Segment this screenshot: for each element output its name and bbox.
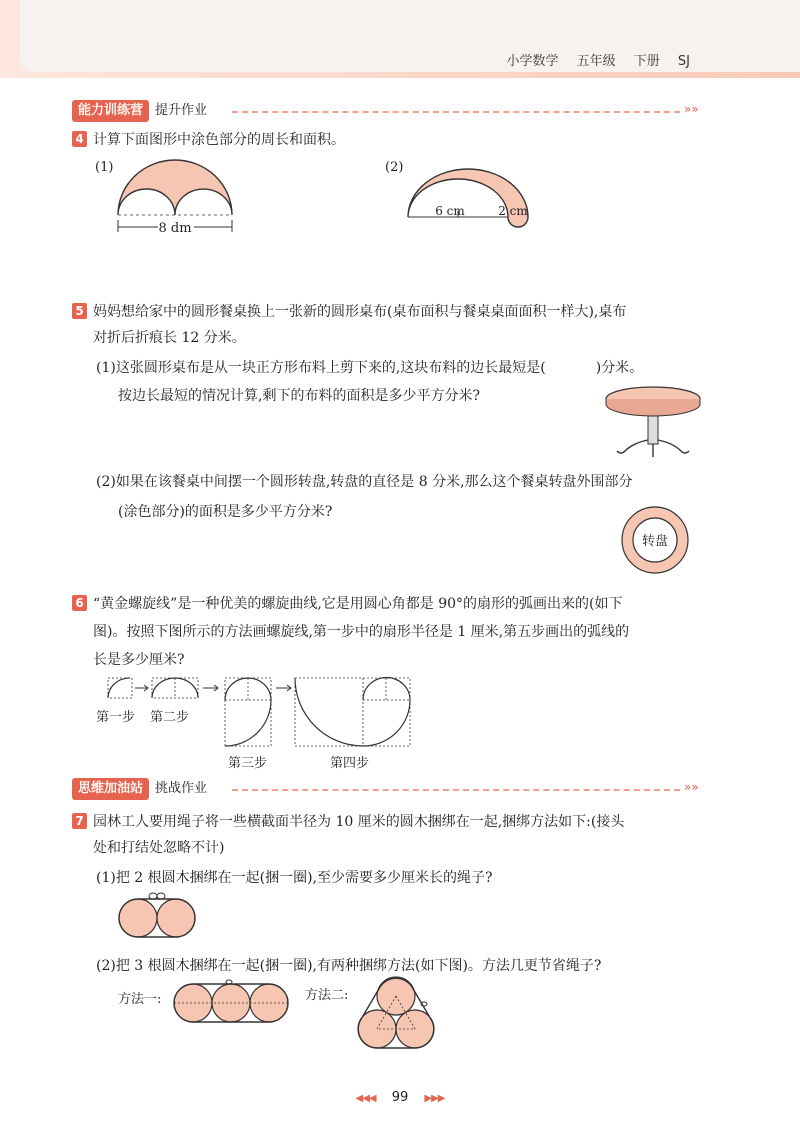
q5-part2-line2: (涂色部分)的面积是多少平方分米? — [118, 504, 333, 520]
q6-text — [72, 590, 712, 618]
q7-text — [72, 808, 712, 836]
section2-arrow-icon: »» — [684, 780, 699, 794]
header-band — [0, 0, 800, 78]
section2-sub: 挑战作业 — [155, 781, 208, 796]
next-page-icon: ▶▶▶ — [424, 1093, 445, 1104]
method2-label: 方法二: — [305, 988, 349, 1003]
q5-part2-line1: (2)如果在该餐桌中间摆一个圆形转盘,转盘的直径是 8 分米,那么这个餐桌转盘外围部分 — [96, 474, 633, 490]
table-illustration — [603, 385, 703, 465]
q4-figure2 — [405, 165, 540, 245]
section2-divider — [232, 789, 680, 791]
q5-part1-a: (1)这张圆形桌布是从一块正方形布料上剪下来的,这块布料的边长最短是( — [96, 360, 546, 376]
q5-line1: 妈妈想给家中的圆形餐桌换上一张新的圆形桌布(桌布面积与餐桌桌面面积一样大),桌布 — [93, 304, 627, 320]
q4-prompt: 计算下面图形中涂色部分的周长和面积。 — [93, 132, 345, 148]
q6-number: 6 — [72, 595, 87, 611]
page-number: 99 — [391, 1090, 409, 1105]
section1-sub: 提升作业 — [155, 103, 208, 118]
header-subject: 小学数学 — [506, 54, 559, 69]
section1-divider — [232, 111, 680, 113]
prev-page-icon: ◀◀◀ — [355, 1093, 376, 1104]
q6-line1: “黄金螺旋线”是一种优美的螺旋曲线,它是用圆心角都是 90°的扇形的弧画出来的(如下 — [93, 596, 623, 612]
q7-number: 7 — [72, 813, 87, 829]
q4-figure1 — [110, 160, 240, 240]
q4-text — [72, 126, 345, 154]
section1-arrow-icon: »» — [684, 102, 699, 116]
q5-text — [72, 298, 712, 326]
method2-figure — [354, 970, 438, 1056]
header-edition: SJ — [677, 54, 690, 69]
q4-fig1-dim: 8 dm — [158, 221, 192, 236]
q4-fig2-dim-b: 2 cm — [498, 204, 528, 218]
header-info — [492, 50, 690, 69]
section1-header — [72, 100, 207, 122]
step1-label: 第一步 — [96, 710, 136, 725]
q5-line2: 对折后折痕长 12 分米。 — [93, 330, 246, 346]
two-logs-figure — [118, 892, 198, 944]
q4-fig2-dim-a: 6 cm — [435, 204, 465, 218]
method1-label: 方法一: — [118, 992, 162, 1007]
q7-line2: 处和打结处忽略不计) — [93, 840, 225, 856]
step4-label: 第四步 — [330, 756, 370, 771]
q5-part1-b: )分米。 — [595, 360, 644, 376]
q5-part1 — [96, 354, 643, 382]
q4-number: 4 — [72, 131, 87, 147]
q4-fig2-label: (2) — [385, 160, 404, 175]
q4-fig1-label: (1) — [95, 160, 114, 175]
q5-part1-line2: 按边长最短的情况计算,剩下的布料的面积是多少平方分米? — [118, 388, 480, 404]
step3-label: 第三步 — [228, 756, 268, 771]
section2-tag: 思维加油站 — [72, 778, 149, 800]
method1-figure — [172, 982, 292, 1024]
q7-part2: (2)把 3 根圆木捆绑在一起(捆一圈),有两种捆绑方法(如下图)。方法几更节省绳子? — [96, 958, 602, 974]
q6-line3: 长是多少厘米? — [93, 652, 185, 668]
section1-tag: 能力训练营 — [72, 100, 149, 122]
step2-label: 第二步 — [150, 710, 190, 725]
header-grade: 五年级 — [576, 54, 616, 69]
header-volume: 下册 — [633, 54, 660, 69]
turntable-figure — [620, 505, 690, 575]
section2-header — [72, 778, 207, 800]
turntable-label: 转盘 — [641, 534, 669, 549]
q7-line1: 园林工人要用绳子将一些横截面半径为 10 厘米的圆木捆绑在一起,捆绑方法如下:(接头 — [93, 814, 625, 830]
q7-part1: (1)把 2 根圆木捆绑在一起(捆一圈),至少需要多少厘米长的绳子? — [96, 870, 493, 886]
q5-number: 5 — [72, 303, 87, 319]
page-footer — [0, 1090, 800, 1105]
q6-line2: 图)。按照下图所示的方法画螺旋线,第一步中的扇形半径是 1 厘米,第五步画出的弧线的 — [93, 624, 630, 640]
